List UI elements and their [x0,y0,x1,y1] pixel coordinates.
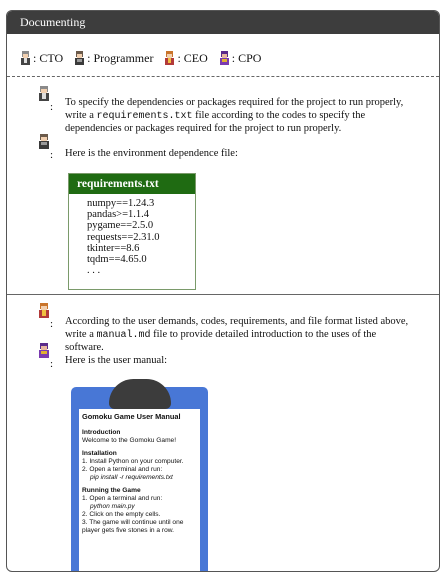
manual-text: 3. The game will continue until one [82,519,184,526]
manual-heading: Installation [82,450,117,457]
clipboard-clip-icon [109,379,171,409]
manual-text: 2. Click on the empty cells. [82,511,161,518]
role-label: : CTO [33,50,64,65]
list-item: pandas>=1.1.4 [87,209,150,221]
role-legend [19,43,271,73]
programmer-avatar-icon [37,133,51,151]
role-ceo [163,50,207,67]
role-label: : CEO [177,50,208,65]
role-programmer [73,50,153,67]
role-cpo [218,50,262,67]
manual-text: 1. Install Python on your computer. [82,458,184,465]
manual-heading: Introduction [82,429,121,436]
panel-title: Documenting [7,11,439,34]
list-item: . . . [87,265,101,277]
user-manual-clipboard [71,387,208,572]
cto-avatar-icon [37,85,51,103]
cpo-avatar-icon [37,342,51,360]
ceo-avatar-icon [37,302,51,320]
ceo-avatar-icon [163,50,176,67]
manual-text: Welcome to the Gomoku Game! [82,437,177,444]
manual-text: 2. Open a terminal and run: [82,466,163,473]
list-item: tkinter==8.6 [87,242,140,254]
list-item: requests==2.31.0 [87,231,160,243]
cpo-reply: Here is the user manual: [65,355,168,366]
manual-text: player gets five stones in a row. [82,527,174,534]
list-item: tqdm==4.65.0 [87,254,147,266]
documenting-panel: Documenting : CTO : Programmer : CEO : CPO : To specify the dependencies or packages required for the project to run properly, write a requirements.txt file according to the codes to specify the dependencies or packages required for the project to run properly. : Here is the environment dependence file: requirements.txt numpy==1.24.3 pandas>=1.1.4 pygame==2.5.0 requests==2.31.0 tkinter==8.6 tqdm==4.65.0 . . . : According to the user demands, codes, requirements, and file format listed above, write a manual.md file to provide detailed introduction to the uses of the software. : Here is the user manual: Gomoku Game User Manual Introduction Welcome to the Gomoku Game! Installation 1. Install Python on your computer. 2. Open a terminal and run: pip install -r requirements.txt Running the Game 1. Open a terminal and run: python main.py 2. Click on the empty cells. 3. The game will continue until one player gets five stones in a row. [6,10,440,572]
dashed-divider [7,76,439,77]
role-cto [19,50,63,67]
manual-title: Gomoku Game User Manual [82,412,181,421]
ceo-instruction: According to the user demands, codes, requirements, and file format listed above, write a manual.md file to provide detailed introduction to the uses of the software. [65,316,409,353]
section-divider [7,294,439,295]
manual-heading: Running the Game [82,487,141,494]
manual-text: 1. Open a terminal and run: [82,495,163,502]
package-list [69,194,195,276]
requirements-file-card [68,173,196,290]
list-item: numpy==1.24.3 [87,198,155,209]
list-item: pygame==2.5.0 [87,220,154,232]
manual-command: python main.py [90,503,135,510]
cto-instruction: To specify the dependencies or packages required for the project to run properly, write a requirements.txt file according to the codes to specify the dependencies or packages required for the project to run properly. [65,97,404,134]
role-label: : Programmer [87,50,154,65]
manual-command: pip install -r requirements.txt [90,474,173,481]
cto-avatar-icon [19,50,32,67]
cpo-avatar-icon [218,50,231,67]
manual-paper [79,409,200,572]
programmer-reply: Here is the environment dependence file: [65,148,238,159]
programmer-avatar-icon [73,50,86,67]
file-title: requirements.txt [69,174,195,194]
role-label: : CPO [231,50,262,65]
manual-content [79,409,200,535]
